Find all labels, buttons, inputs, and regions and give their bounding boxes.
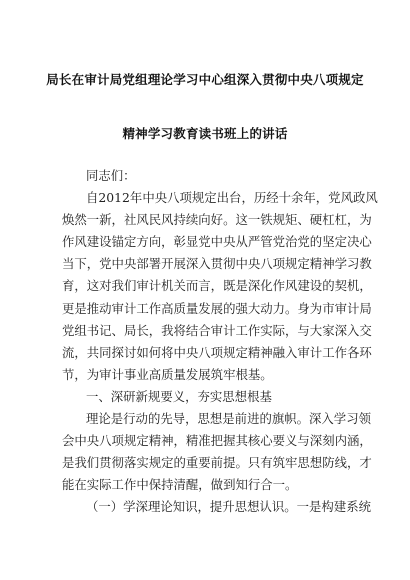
body-line: 流，共同探讨如何将中央八项规定精神融入审计工作各环 [62, 344, 372, 360]
document-title-line-1: 局长在审计局党组理论学习中心组深入贯彻中央八项规定 [46, 72, 364, 87]
subsection-line: （一）学深理论知识，提升思想认识。一是构建系统 [86, 499, 371, 515]
body-line: 当下，党中央部署开展深入贯彻中央八项规定精神学习教 [62, 256, 372, 272]
body-line: 作风建设锚定方向，彰显党中央从严管党治党的坚定决心 [62, 234, 372, 250]
body-line: 节，为审计事业高质量发展筑牢根基。 [62, 366, 273, 382]
body-line: 会中央八项规定精神，精准把握其核心要义与深刻内涵， [62, 433, 372, 449]
body-line: 更是推动审计工作高质量发展的强大动力。身为市审计局 [62, 300, 372, 316]
document-title-line-2: 精神学习教育读书班上的讲话 [122, 126, 288, 141]
body-line: 是我们贯彻落实规定的重要前提。只有筑牢思想防线，才 [62, 455, 372, 471]
body-line: 能在实际工作中保持清醒，做到知行合一。 [62, 477, 298, 493]
body-line: 党组书记、局长，我将结合审计工作实际，与大家深入交 [62, 322, 372, 338]
body-line: 自2012年中央八项规定出台，历经十余年，党风政风 [86, 190, 378, 206]
section-heading: 一、深研新规要义，夯实思想根基 [86, 388, 272, 404]
body-line: 理论是行动的先导，思想是前进的旗帜。深入学习领 [86, 411, 371, 427]
body-line: 焕然一新，社风民风持续向好。这一铁规矩、硬杠杠，为 [62, 212, 372, 228]
document-body [62, 165, 378, 519]
body-line: 育，这对我们审计机关而言，既是深化作风建设的契机， [62, 278, 372, 294]
salutation: 同志们： [86, 168, 136, 183]
